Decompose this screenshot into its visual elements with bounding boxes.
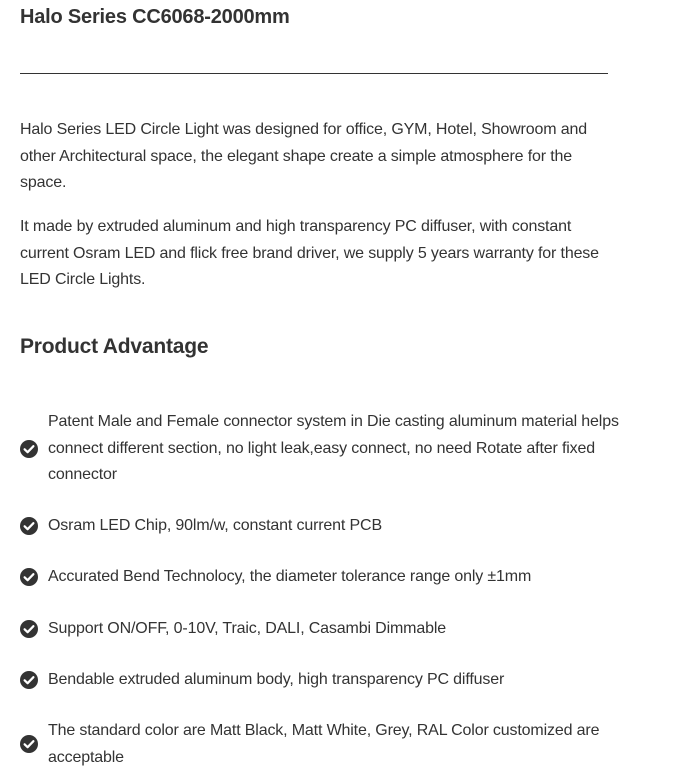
product-title: Halo Series CC6068-2000mm [20,6,290,28]
advantage-text: Patent Male and Female connector system in Die casting aluminum material helps connect different section, no light leak,easy connect, no need Rotate after fixed connector [48,413,619,483]
check-circle-icon [20,517,38,535]
advantage-text: Support ON/OFF, 0-10V, Traic, DALI, Casambi Dimmable [48,620,446,637]
intro-paragraph-2: It made by extruded aluminum and high transparency PC diffuser, with constant current Osram LED and flick free brand driver, we supply 5 years warranty for these LED Circle Lights. [20,218,599,288]
check-circle-icon [20,671,38,689]
check-circle-icon [20,440,38,458]
check-circle-icon [20,735,38,753]
advantage-text: Bendable extruded aluminum body, high transparency PC diffuser [48,671,505,688]
advantage-text: The standard color are Matt Black, Matt White, Grey, RAL Color customized are acceptable [48,722,600,766]
advantage-text: Accurated Bend Technolocy, the diameter tolerance range only ±1mm [48,568,532,585]
advantage-text: Osram LED Chip, 90lm/w, constant current PCB [48,517,382,534]
check-circle-icon [20,620,38,638]
check-circle-icon [20,568,38,586]
title-divider [20,73,608,74]
product-advantage-heading: Product Advantage [20,335,209,358]
intro-paragraph-1: Halo Series LED Circle Light was designed for office, GYM, Hotel, Showroom and other Architectural space, the elegant shape create a simple atmosphere for the space. [20,121,587,191]
